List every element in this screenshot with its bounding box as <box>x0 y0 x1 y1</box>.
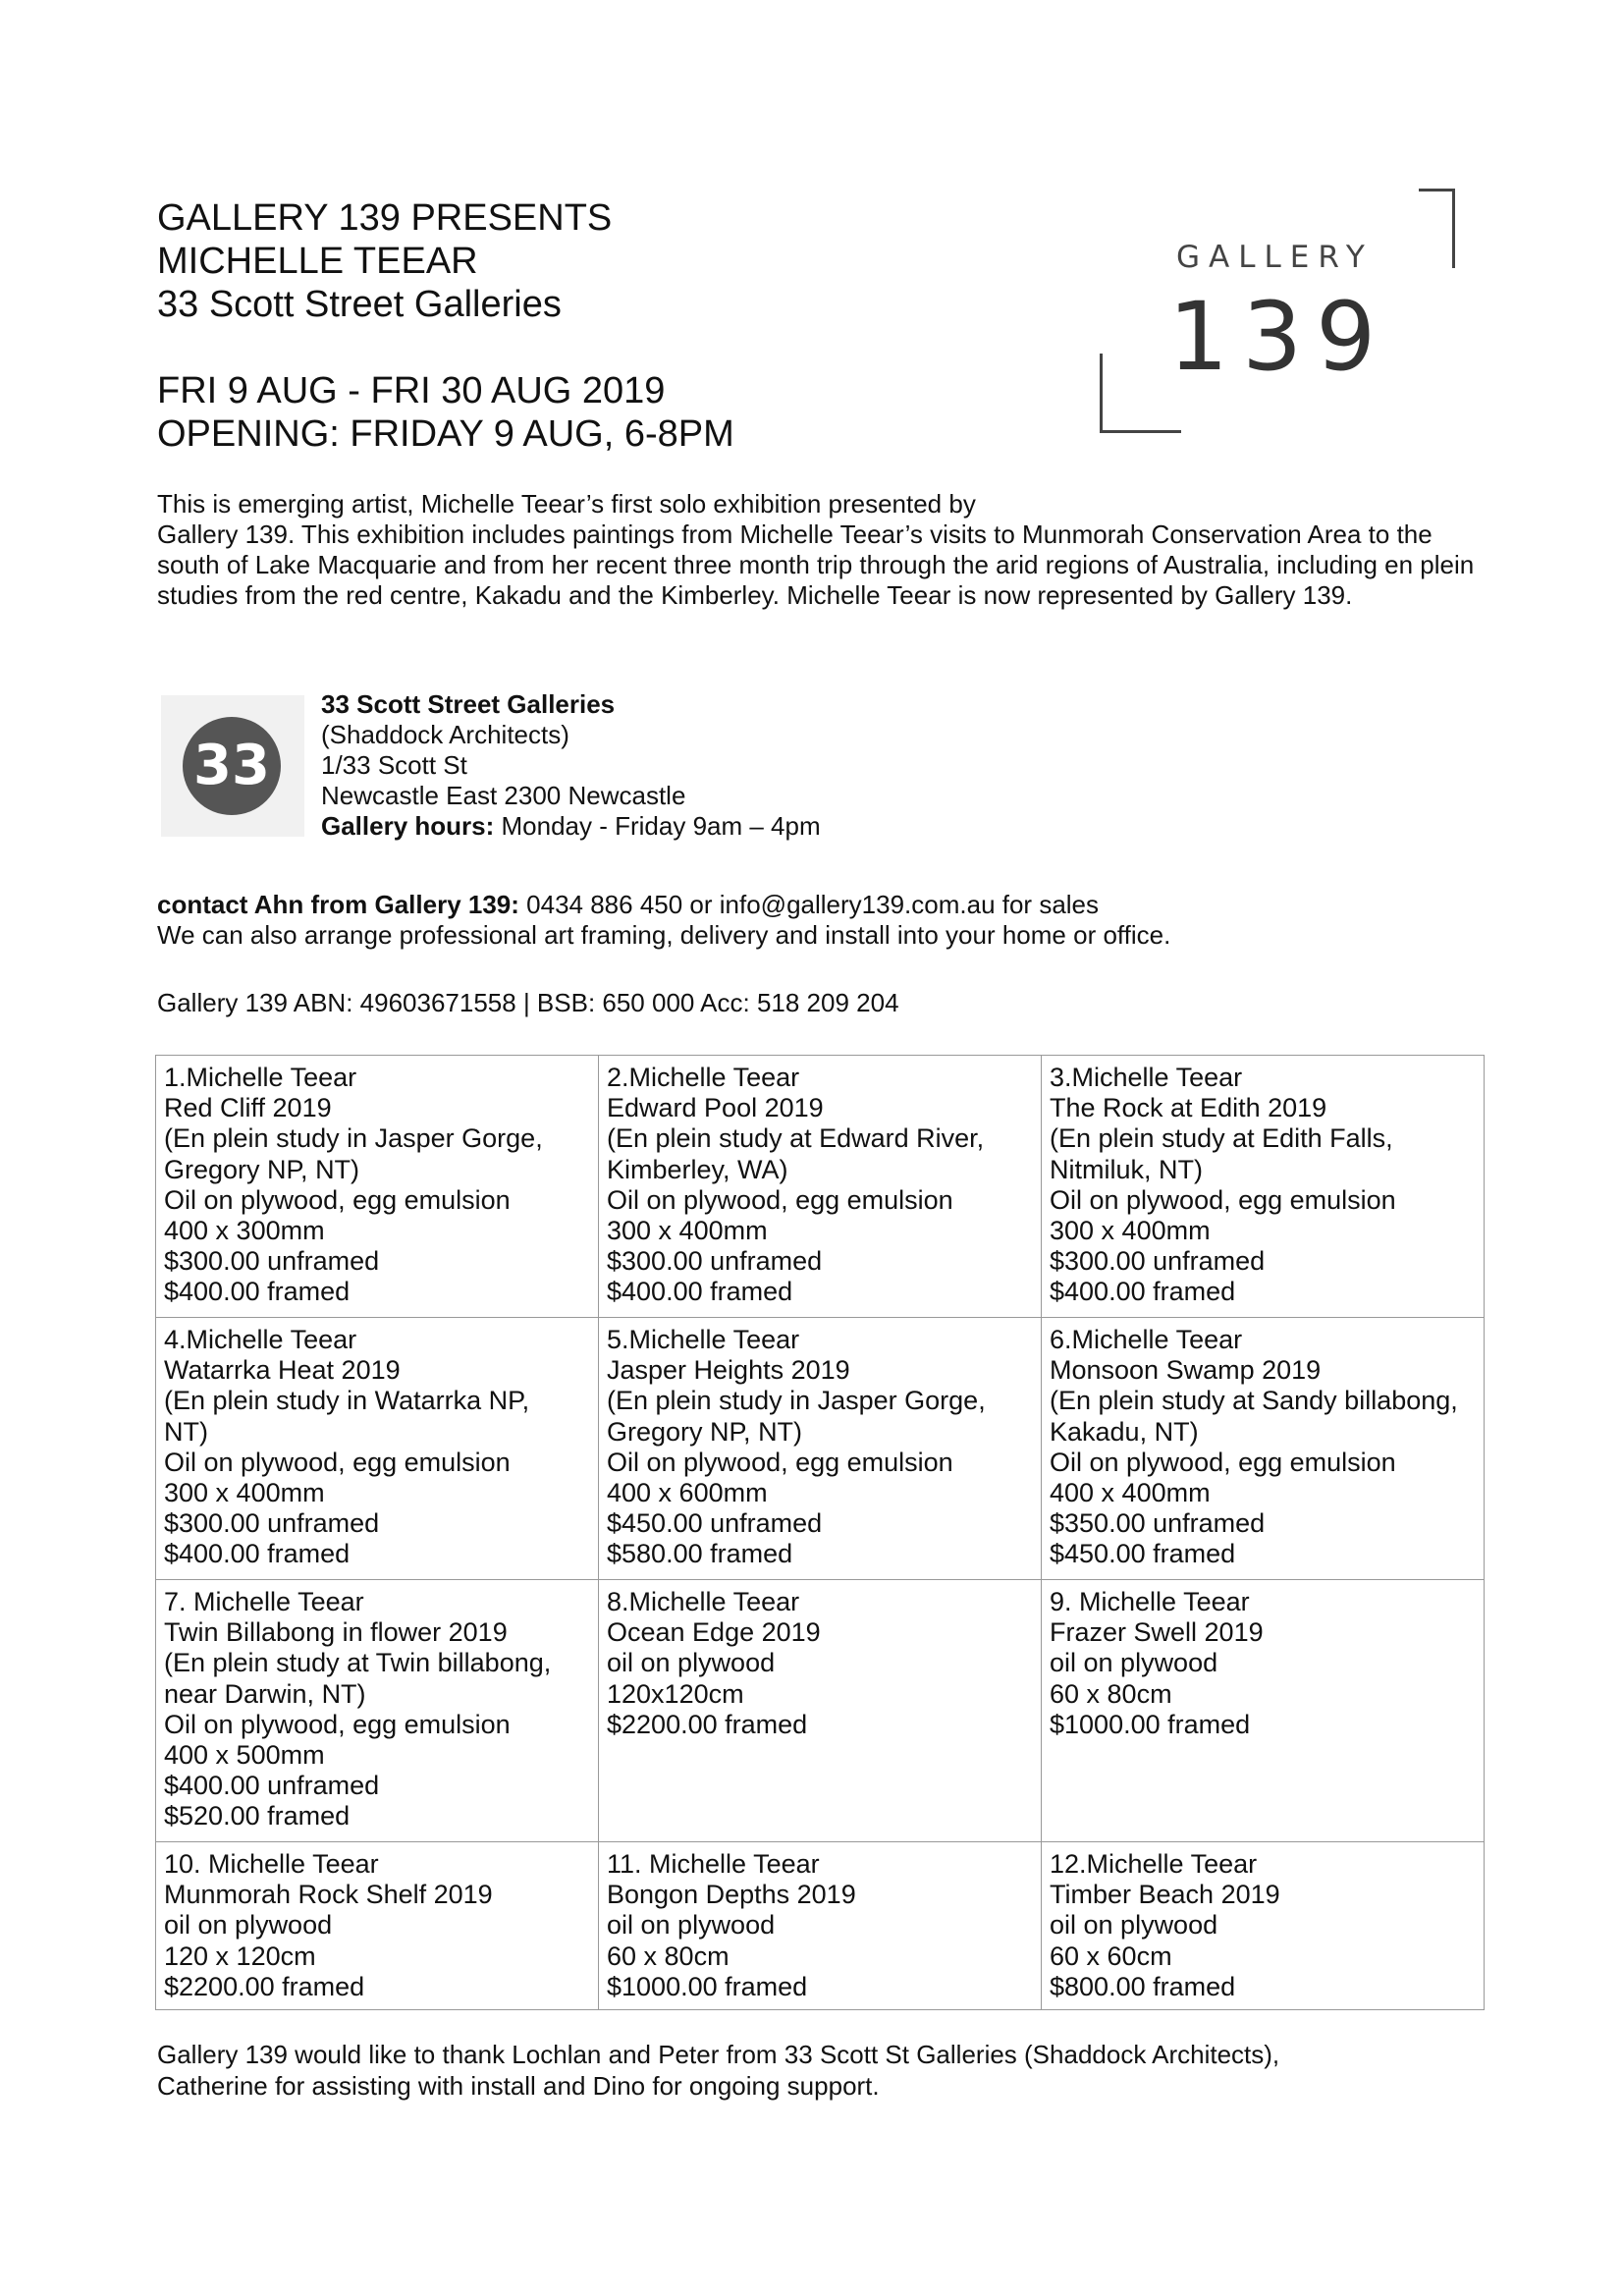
work-line: 12.Michelle Teear <box>1050 1849 1258 1879</box>
heading-artist: MICHELLE TEEAR <box>157 241 478 282</box>
opening-time: OPENING: FRIDAY 9 AUG, 6-8PM <box>157 413 734 455</box>
work-line: Munmorah Rock Shelf 2019 <box>164 1880 493 1910</box>
work-line: 4.Michelle Teear <box>164 1325 357 1354</box>
work-line: 300 x 400mm <box>1050 1216 1211 1246</box>
work-line: Gregory NP, NT) <box>607 1416 803 1447</box>
work-line: 60 x 80cm <box>607 1941 730 1971</box>
work-line: 120x120cm <box>607 1678 744 1709</box>
work-line: 400 x 400mm <box>1050 1478 1211 1508</box>
work-line: (En plein study at Edward River, <box>607 1123 985 1154</box>
work-line: oil on plywood <box>164 1910 333 1941</box>
work-line: Jasper Heights 2019 <box>607 1355 850 1386</box>
work-line: Gregory NP, NT) <box>164 1154 360 1184</box>
work-line: $520.00 framed <box>164 1801 351 1831</box>
work-line: (En plein study in Jasper Gorge, <box>164 1123 543 1154</box>
work-cell <box>599 1842 1042 2010</box>
work-line: 60 x 80cm <box>1050 1678 1172 1709</box>
work-line: $400.00 framed <box>164 1277 351 1307</box>
work-line: NT) <box>164 1416 208 1447</box>
work-line: (En plein study in Watarrka NP, <box>164 1386 530 1416</box>
work-line: Oil on plywood, egg emulsion <box>1050 1447 1396 1477</box>
work-line: $400.00 framed <box>164 1539 351 1569</box>
venue-logo-circle: 33 <box>183 717 281 815</box>
date-range: FRI 9 AUG - FRI 30 AUG 2019 <box>157 370 666 411</box>
work-cell <box>156 1318 599 1580</box>
venue-address-2: Newcastle East 2300 Newcastle <box>321 781 686 810</box>
work-line: (En plein study in Jasper Gorge, <box>607 1386 986 1416</box>
work-line: Edward Pool 2019 <box>607 1093 824 1123</box>
work-line: Oil on plywood, egg emulsion <box>164 1447 511 1477</box>
work-line: Monsoon Swamp 2019 <box>1050 1355 1322 1386</box>
intro-paragraph <box>157 489 1492 611</box>
work-cell <box>1042 1318 1485 1580</box>
work-line: $400.00 framed <box>607 1277 793 1307</box>
work-line: $580.00 framed <box>607 1539 793 1569</box>
table-row <box>156 1842 1485 2010</box>
work-line: (En plein study at Sandy billabong, <box>1050 1386 1458 1416</box>
table-row <box>156 1318 1485 1580</box>
work-line: 3.Michelle Teear <box>1050 1063 1243 1092</box>
work-line: 11. Michelle Teear <box>607 1849 820 1879</box>
work-line: 60 x 60cm <box>1050 1941 1172 1971</box>
work-line: $300.00 unframed <box>164 1246 380 1277</box>
logo-word: GALLERY <box>1176 240 1374 275</box>
work-cell <box>599 1056 1042 1318</box>
logo-corner-top-right <box>1419 189 1455 268</box>
work-line: $2200.00 framed <box>164 1971 365 2001</box>
work-cell <box>1042 1056 1485 1318</box>
intro-rest: Gallery 139. This exhibition includes paintings from Michelle Teear’s visits to Munmorah Conservation Area to the south of Lake Macquarie and from her recent three month trip through the arid regions of Australia, including en plein studies from the red centre, Kakadu and the Kimberley. Michelle Teear is now represented by Gallery 139. <box>157 519 1475 610</box>
work-line: (En plein study at Edith Falls, <box>1050 1123 1393 1154</box>
work-cell <box>1042 1842 1485 2010</box>
work-line: oil on plywood <box>607 1910 776 1941</box>
work-line: $800.00 framed <box>1050 1971 1236 2001</box>
heading-presents: GALLERY 139 PRESENTS <box>157 197 613 239</box>
work-line: 400 x 300mm <box>164 1216 325 1246</box>
work-line: oil on plywood <box>1050 1648 1218 1678</box>
work-line: oil on plywood <box>1050 1910 1218 1941</box>
work-line: Bongon Depths 2019 <box>607 1880 856 1910</box>
thanks-line-1: Gallery 139 would like to thank Lochlan and Peter from 33 Scott St Galleries (Shaddock Architects), <box>157 2040 1280 2069</box>
logo-number: 139 <box>1168 282 1390 392</box>
work-line: $2200.00 framed <box>607 1709 808 1739</box>
venue-name: 33 Scott Street Galleries <box>321 689 616 719</box>
intro-line-1: This is emerging artist, Michelle Teear’s first solo exhibition presented by <box>157 489 976 519</box>
thanks-line-2: Catherine for assisting with install and Dino for ongoing support. <box>157 2071 880 2101</box>
work-line: Twin Billabong in flower 2019 <box>164 1617 508 1648</box>
work-line: $1000.00 framed <box>1050 1709 1251 1739</box>
work-line: 1.Michelle Teear <box>164 1063 357 1092</box>
work-line: The Rock at Edith 2019 <box>1050 1093 1327 1123</box>
venue-details <box>321 689 821 842</box>
work-line: Oil on plywood, egg emulsion <box>1050 1184 1396 1215</box>
work-line: $400.00 unframed <box>164 1771 380 1801</box>
table-row <box>156 1056 1485 1318</box>
table-row <box>156 1580 1485 1842</box>
work-line: Kimberley, WA) <box>607 1154 788 1184</box>
work-line: Watarrka Heat 2019 <box>164 1355 401 1386</box>
work-cell <box>599 1580 1042 1842</box>
work-line: $1000.00 framed <box>607 1971 808 2001</box>
work-line: $300.00 unframed <box>164 1508 380 1539</box>
abn-banking: Gallery 139 ABN: 49603671558 | BSB: 650 000 Acc: 518 209 204 <box>157 988 899 1017</box>
exhibition-heading <box>157 196 612 326</box>
work-line: 300 x 400mm <box>164 1478 325 1508</box>
work-line: Nitmiluk, NT) <box>1050 1154 1203 1184</box>
work-cell <box>156 1580 599 1842</box>
work-line: $450.00 framed <box>1050 1539 1236 1569</box>
work-line: $300.00 unframed <box>1050 1246 1266 1277</box>
work-line: Kakadu, NT) <box>1050 1416 1199 1447</box>
work-line: 7. Michelle Teear <box>164 1587 364 1616</box>
work-line: 10. Michelle Teear <box>164 1849 379 1879</box>
venue-hours-label: Gallery hours: <box>321 811 495 841</box>
work-line: Timber Beach 2019 <box>1050 1880 1280 1910</box>
venue-address-1: 1/33 Scott St <box>321 750 467 780</box>
venue-hours-value: Monday - Friday 9am – 4pm <box>494 811 821 841</box>
heading-venue: 33 Scott Street Galleries <box>157 284 562 325</box>
work-line: 400 x 600mm <box>607 1478 768 1508</box>
work-line: Red Cliff 2019 <box>164 1093 332 1123</box>
work-line: Oil on plywood, egg emulsion <box>607 1447 953 1477</box>
work-line: oil on plywood <box>607 1648 776 1678</box>
work-line: Oil on plywood, egg emulsion <box>164 1709 511 1739</box>
contact-info <box>157 890 1170 951</box>
work-line: 400 x 500mm <box>164 1740 325 1771</box>
work-line: Frazer Swell 2019 <box>1050 1617 1264 1648</box>
acknowledgements <box>157 2039 1279 2102</box>
contact-label: contact Ahn from Gallery 139: <box>157 890 519 919</box>
work-line: (En plein study at Twin billabong, <box>164 1648 552 1678</box>
work-line: 2.Michelle Teear <box>607 1063 800 1092</box>
contact-details: 0434 886 450 or info@gallery139.com.au for sales <box>518 890 1100 919</box>
work-cell <box>156 1842 599 2010</box>
work-line: 5.Michelle Teear <box>607 1325 800 1354</box>
work-line: near Darwin, NT) <box>164 1678 366 1709</box>
work-line: 9. Michelle Teear <box>1050 1587 1250 1616</box>
exhibition-dates <box>157 369 734 456</box>
venue-logo <box>161 695 304 837</box>
work-line: Ocean Edge 2019 <box>607 1617 821 1648</box>
work-cell <box>1042 1580 1485 1842</box>
work-cell <box>156 1056 599 1318</box>
contact-services: We can also arrange professional art framing, delivery and install into your home or office. <box>157 920 1171 950</box>
work-line: $400.00 framed <box>1050 1277 1236 1307</box>
gallery-139-logo <box>1090 189 1453 434</box>
venue-sub: (Shaddock Architects) <box>321 720 569 749</box>
work-line: $450.00 unframed <box>607 1508 823 1539</box>
work-line: 120 x 120cm <box>164 1941 316 1971</box>
work-line: 8.Michelle Teear <box>607 1587 800 1616</box>
venue-hours <box>321 811 821 842</box>
work-line: Oil on plywood, egg emulsion <box>607 1184 953 1215</box>
work-line: Oil on plywood, egg emulsion <box>164 1184 511 1215</box>
work-line: $350.00 unframed <box>1050 1508 1266 1539</box>
work-cell <box>599 1318 1042 1580</box>
work-line: 6.Michelle Teear <box>1050 1325 1243 1354</box>
work-line: 300 x 400mm <box>607 1216 768 1246</box>
works-table <box>155 1055 1485 2010</box>
work-line: $300.00 unframed <box>607 1246 823 1277</box>
